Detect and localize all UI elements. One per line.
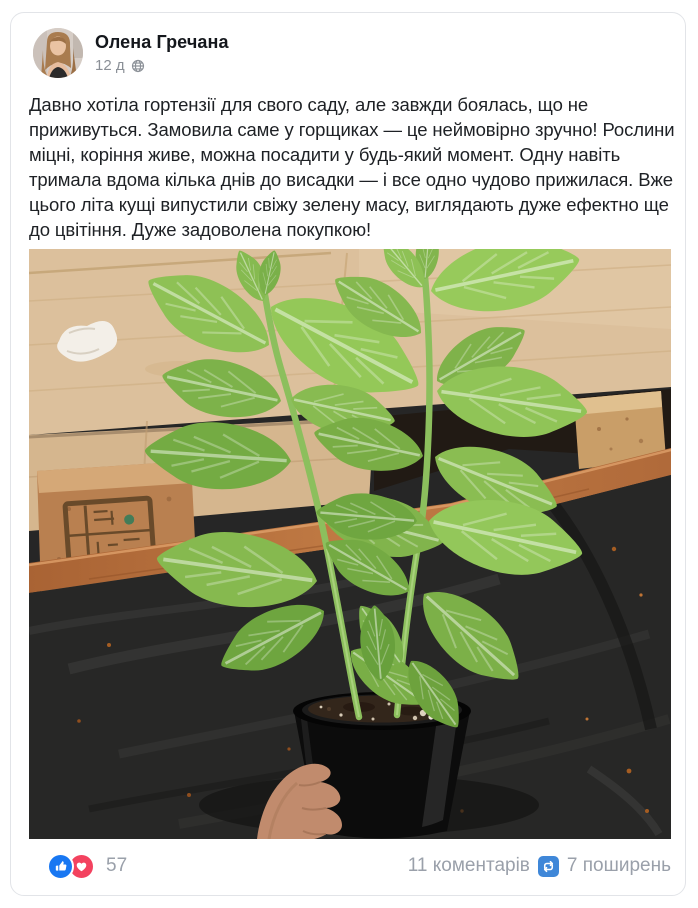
photo-illustration: [29, 249, 671, 839]
post-text: Давно хотіла гортензії для свого саду, але завжди боялась, що не приживуться. Замовила саме у горщиках — це неймовірно зручно! Рослини міцні, коріння живе, можна посадити у будь-який момент. Одну навіть тримала вдома кілька днів до висадки — і все одно чудово прижилася. Вже цього літа кущі випустили свіжу зелену масу, виглядають дуже ефектно ще до цвітіння. Дуже задоволена покупкою!: [29, 94, 675, 240]
post-meta: [95, 57, 145, 74]
post-card: [10, 12, 686, 896]
avatar[interactable]: [33, 28, 83, 78]
reaction-count[interactable]: 57: [106, 855, 128, 876]
avatar-image: [33, 28, 83, 78]
post-footer: [29, 847, 671, 885]
author-name[interactable]: Олена Гречана: [95, 32, 229, 52]
timestamp[interactable]: 12 д: [95, 57, 125, 74]
shares-count[interactable]: 7 поширень: [566, 855, 671, 876]
repost-icon[interactable]: [538, 856, 559, 877]
post-photo[interactable]: [29, 249, 671, 839]
globe-icon: [131, 59, 145, 73]
thumbs-up-reaction-icon[interactable]: [47, 853, 74, 880]
comments-count[interactable]: 11 коментарів: [407, 855, 530, 876]
